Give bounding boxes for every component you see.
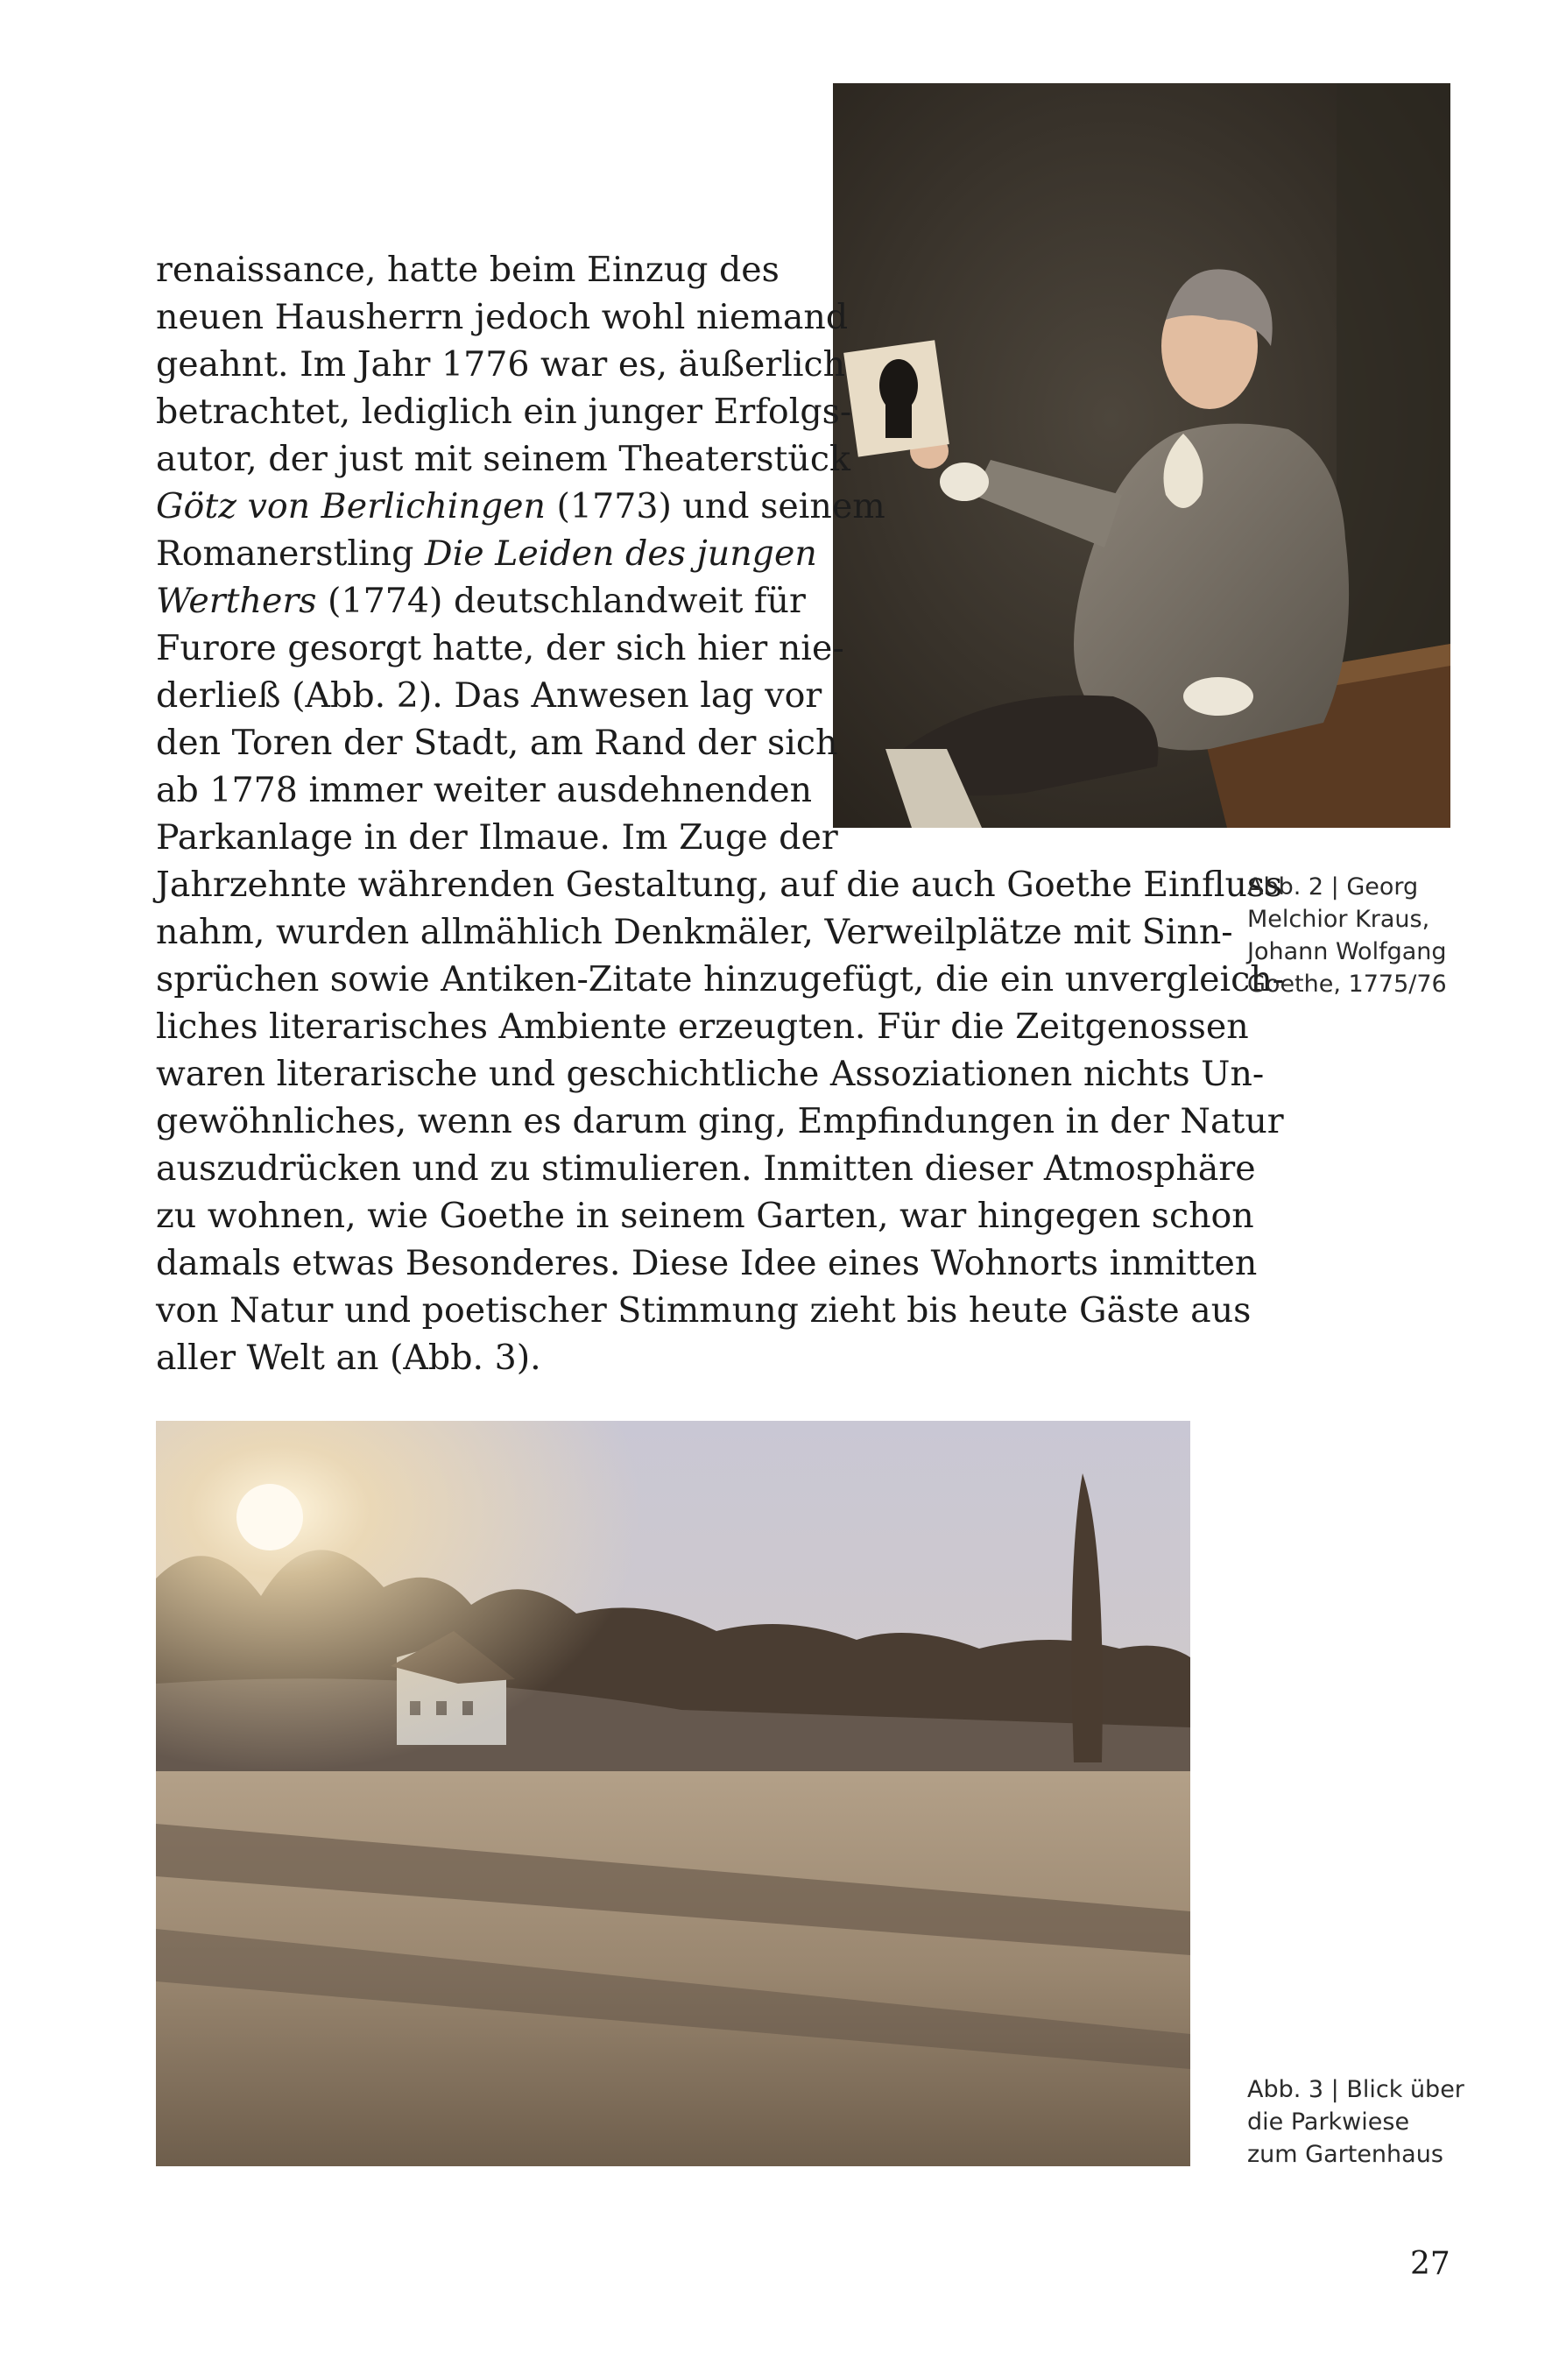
title-werther: Die Leiden des jungen: [424, 533, 817, 574]
body-line: gewöhnliches, wenn es darum ging, Empfindungen in der Natur: [156, 1101, 1284, 1141]
body-line: Parkanlage in der Ilmaue. Im Zuge der: [156, 817, 838, 858]
body-line: aller Welt an (Abb. 3).: [156, 1338, 541, 1378]
body-line: waren literarische und geschichtliche Assoziationen nichts Un-: [156, 1054, 1265, 1094]
body-line: liches literarisches Ambiente erzeugten. Für die Zeitgenossen: [156, 1006, 1249, 1047]
body-line: zu wohnen, wie Goethe in seinem Garten, war hingegen schon: [156, 1196, 1254, 1236]
body-line: von Natur und poetischer Stimmung zieht bis heute Gäste aus: [156, 1290, 1252, 1331]
body-line: auszudrücken und zu stimulieren. Inmitten dieser Atmosphäre: [156, 1148, 1256, 1189]
body-line: ab 1778 immer weiter ausdehnenden: [156, 770, 813, 810]
body-line: den Toren der Stadt, am Rand der sich: [156, 723, 838, 763]
body-line: Götz von Berlichingen (1773) und seinem: [156, 486, 885, 526]
body-line: renaissance, hatte beim Einzug des: [156, 250, 780, 290]
title-goetz: Götz von Berlichingen: [156, 486, 546, 526]
park-meadow-photo: [156, 1421, 1190, 2166]
body-line: Jahrzehnte währenden Gestaltung, auf die auch Goethe Einfluss: [156, 865, 1283, 905]
title-werther-cont: Werthers: [156, 581, 317, 621]
body-line: Furore gesorgt hatte, der sich hier nie-: [156, 628, 844, 668]
body-line: damals etwas Besonderes. Diese Idee eines Wohnorts inmitten: [156, 1243, 1258, 1283]
page-number: 27: [1410, 2246, 1450, 2282]
body-line: neuen Hausherrn jedoch wohl niemand: [156, 297, 849, 337]
caption-abb-3: Abb. 3 | Blick über die Parkwiese zum Gartenhaus: [1247, 2076, 1464, 2168]
body-line: nahm, wurden allmählich Denkmäler, Verweilplätze mit Sinn-: [156, 912, 1233, 952]
body-line: betrachtet, lediglich ein junger Erfolgs-: [156, 392, 852, 432]
body-line: autor, der just mit seinem Theaterstück: [156, 439, 850, 479]
body-line: Romanerstling Die Leiden des jungen: [156, 533, 817, 574]
caption-abb-2: Abb. 2 | Georg Melchior Kraus, Johann Wolfgang Goethe, 1775/76: [1247, 873, 1447, 998]
body-line: geahnt. Im Jahr 1776 war es, äußerlich: [156, 344, 846, 385]
body-line: derließ (Abb. 2). Das Anwesen lag vor: [156, 675, 822, 716]
portrait-painting: [833, 83, 1450, 828]
body-line: sprüchen sowie Antiken-Zitate hinzugefügt, die ein unvergleich-: [156, 959, 1285, 999]
body-line: Werthers (1774) deutschlandweit für: [156, 581, 806, 621]
